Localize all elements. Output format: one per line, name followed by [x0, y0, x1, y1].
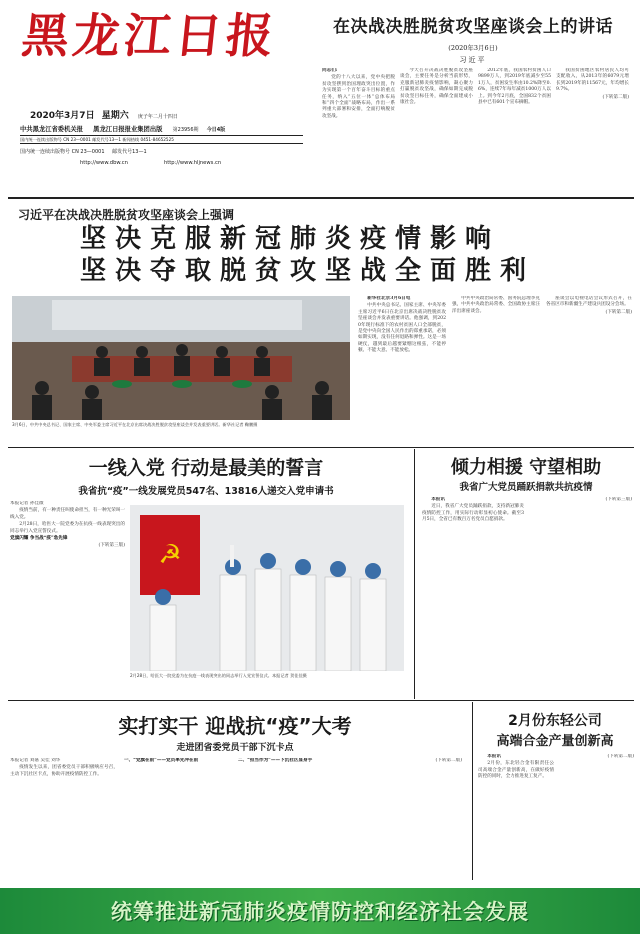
- banner-text: 统筹推进新冠肺炎疫情防控和经济社会发展: [111, 900, 529, 924]
- story2-photo-caption: 2月28日，哈医大一院党委为在抗疫一线表现突出的同志举行入党宣誓仪式。本报记者 贺佳佳摄: [130, 673, 307, 678]
- story3-dateline: 本报讯: [431, 497, 445, 502]
- website-link-hljnews[interactable]: http://www.hljnews.cn: [163, 160, 222, 166]
- info-bar: [20, 135, 303, 144]
- story-alloy: [476, 702, 634, 880]
- speech-col-3: [478, 68, 551, 183]
- story5-headline-2: 高端合金产量创新高: [496, 734, 614, 749]
- lead-text-2: 中共中央政治局常委、国务院总理李克强，中共中央政治局常委、全国政协主席汪洋出席座谈会。: [452, 296, 540, 314]
- speech-article: [312, 0, 634, 196]
- story2-text-1: 疫情当前，有一种责任叫使命担当，有一种光荣叫一线入党。: [10, 508, 125, 520]
- speech-date: (2020年3月6日): [448, 44, 498, 52]
- story-party-join: [0, 449, 412, 699]
- story2-text-2: 2月28日，哈医大一院党委为在抗疫一线表现突出的同志举行入党宣誓仪式。: [10, 522, 125, 534]
- speech-text-1: 党的十八大以来，党中央把脱贫攻坚摆到治国理政突出位置，作为实现第一个百年奋斗目标的重点任务，纳入“五位一体”总体布局和“四个全面”战略布局，作出一系列重大部署和安排，全面打响脱贫攻坚战。: [322, 75, 395, 119]
- story5-headline: 2月份东轻公司: [508, 713, 602, 729]
- divider: [8, 447, 634, 448]
- story-donation: [418, 449, 634, 699]
- lead-text-3: 座谈会以电视电话会议形式召开，在各省区市和新疆生产建设兵团设分会场。: [546, 296, 632, 308]
- lunar-date: 庚子年二月十四日: [137, 114, 178, 120]
- speech-col-2: [400, 68, 473, 183]
- speech-author: 习近平: [459, 56, 487, 64]
- story3-subhead: 我省广大党员踊跃捐款共抗疫情: [459, 482, 593, 493]
- date: 2020年3月7日: [30, 111, 95, 121]
- speech-text-2: 今天召开决战决胜脱贫攻坚座谈会，主要任务是分析当前形势，克服新冠肺炎疫情影响，凝心聚力打赢脱贫攻坚战，确保如期完成脱贫攻坚目标任务，确保全面建成小康社会。: [400, 68, 473, 106]
- story4-item-2: 二、“担当作为”——下沉社区显身手: [238, 758, 313, 763]
- story2-continued: (下转第三版): [98, 543, 125, 549]
- lead-col-2: [452, 296, 540, 436]
- column-divider: [472, 702, 473, 880]
- publisher: 黑龙江日报报业集团出版: [93, 126, 163, 133]
- divider: [8, 700, 634, 701]
- story-cadres: [0, 702, 470, 880]
- story5-text: 2月份，东北轻合金有限责任公司高端合金产量创新高，在做好疫情防控的同时，全力推进复工复产。: [478, 761, 554, 780]
- lead-col-3: [546, 296, 632, 436]
- lead-text-1: 中共中央总书记、国家主席、中央军委主席习近平6日在北京出席决战决胜脱贫攻坚座谈会并发表重要讲话。他强调，到2020年现行标准下的农村贫困人口全部脱贫，是党中央向全国人民作出的郑重承诺，必须如期实现，没有任何退路和弹性。这是一场硬仗，越到最后越要紧绷这根弦，不能停顿、不能大意、不能放松。: [358, 303, 446, 354]
- oath-ceremony-photo: [130, 505, 404, 671]
- lead-story: [0, 200, 640, 445]
- story3-headline: 倾力相援 守望相助: [450, 457, 602, 478]
- masthead: [0, 0, 305, 195]
- divider: [8, 197, 634, 199]
- speech-continued: (下转第二版): [602, 94, 629, 100]
- website-link-dbw[interactable]: http://www.dbw.cn: [80, 160, 128, 166]
- speech-title: 在决战决胜脱贫攻坚座谈会上的讲话: [333, 17, 613, 37]
- post-code: 邮发代号13—1: [112, 149, 147, 155]
- story4-col-1: [10, 758, 118, 876]
- story2-byline: 本报记者 孙佳薇: [10, 501, 44, 506]
- story3-col-1: [422, 497, 524, 693]
- publish-date: [30, 108, 178, 121]
- column-divider: [414, 449, 415, 699]
- page-count: 今日4版: [206, 127, 226, 133]
- lead-photo-caption: 3月6日，中共中央总书记、国家主席、中央军委主席习近平在北京出席决战决胜脱贫攻坚座谈会并发表重要讲话。新华社记者 鞠鹏摄: [12, 422, 258, 427]
- cn-code: 国内统一连续出版物号 CN 23—0001: [20, 149, 105, 155]
- story3-text: 近日，我省广大党员踊跃捐款，支持新冠肺炎疫情防控工作，用实际行动彰显初心使命。截至3月5日，全省已有数百万名党员自愿捐款。: [422, 504, 524, 523]
- weekday: 星期六: [101, 111, 129, 121]
- story4-text: 疫情发生以来，团省委党员干部积极响应号召，主动下沉社区卡点，协助开展疫情防控工作。: [10, 765, 118, 777]
- story2-section-label: 党旗闪耀 争当战“疫”急先锋: [10, 536, 68, 542]
- story4-byline: 本报记者 刘嘉 吴佳 刘华: [10, 758, 61, 763]
- story5-continued: (下转第二版): [607, 754, 634, 759]
- speech-salutation: 同志们:: [322, 68, 338, 73]
- story3-continued: (下转第三版): [605, 497, 632, 502]
- story4-headline: 实打实干 迎战抗“疫”大考: [118, 714, 352, 738]
- lead-col-1: [358, 296, 446, 436]
- speech-text-3: 2012年底，我国农村贫困人口9899万人，到2019年底减少至551万人，贫困发生率由10.2%降至0.6%，连续7年每年减贫1000万人以上。到今年2月底，全国832个贫困县中已有601个宣布摘帽。: [478, 68, 551, 106]
- lead-headline-1: 坚决克服新冠肺炎疫情影响: [80, 224, 501, 254]
- story5-col-2: [558, 754, 634, 876]
- meeting-photo: [12, 296, 350, 420]
- bottom-banner: [0, 888, 640, 934]
- story4-col-2: [124, 758, 232, 876]
- story4-continued: (下转第二版): [435, 758, 462, 763]
- newspaper-logo: 黑龙江日报: [19, 9, 280, 64]
- speech-text-4: 我国贫困地区农村居民人均可支配收入，从2013年的6079元增长到2019年的11567元，年均增长9.7%。: [556, 68, 629, 93]
- story4-subhead: 走进团省委党员干部下沉卡点: [176, 743, 294, 753]
- story4-col-3: [238, 758, 346, 876]
- story3-col-2: [530, 497, 632, 693]
- story5-dateline: 本报讯: [487, 754, 501, 759]
- story4-col-4: [352, 758, 462, 876]
- story2-headline: 一线入党 行动是最美的誓言: [88, 457, 324, 479]
- story5-col-1: [478, 754, 554, 876]
- sponsor: 中共黑龙江省委机关报: [20, 126, 83, 133]
- story2-subhead: 我省抗“疫”一线发展党员547名、13816人递交入党申请书: [78, 486, 334, 497]
- info-bar-text: 国内统一连续出版物号 CN 23—0001 邮发代号13—1 新闻热线 0451-84652525: [20, 137, 174, 142]
- lead-continued: (下转第二版): [605, 309, 632, 315]
- lead-kicker: 习近平在决战决胜脱贫攻坚座谈会上强调: [18, 208, 235, 222]
- lead-dateline: 新华社北京3月6日电: [367, 296, 411, 301]
- story2-photo: [130, 505, 404, 671]
- speech-col-1: [322, 68, 395, 183]
- lead-headline-2: 坚决夺取脱贫攻坚战全面胜利: [80, 256, 536, 286]
- story4-item-1: 一、“党旗在前”——党员率先冲在前: [124, 758, 199, 763]
- issue-number: 第23956期: [172, 127, 199, 133]
- svg-text:☭: ☭: [158, 540, 182, 570]
- lead-photo: [12, 296, 350, 420]
- speech-col-4: [556, 68, 629, 183]
- story2-text: [10, 501, 125, 691]
